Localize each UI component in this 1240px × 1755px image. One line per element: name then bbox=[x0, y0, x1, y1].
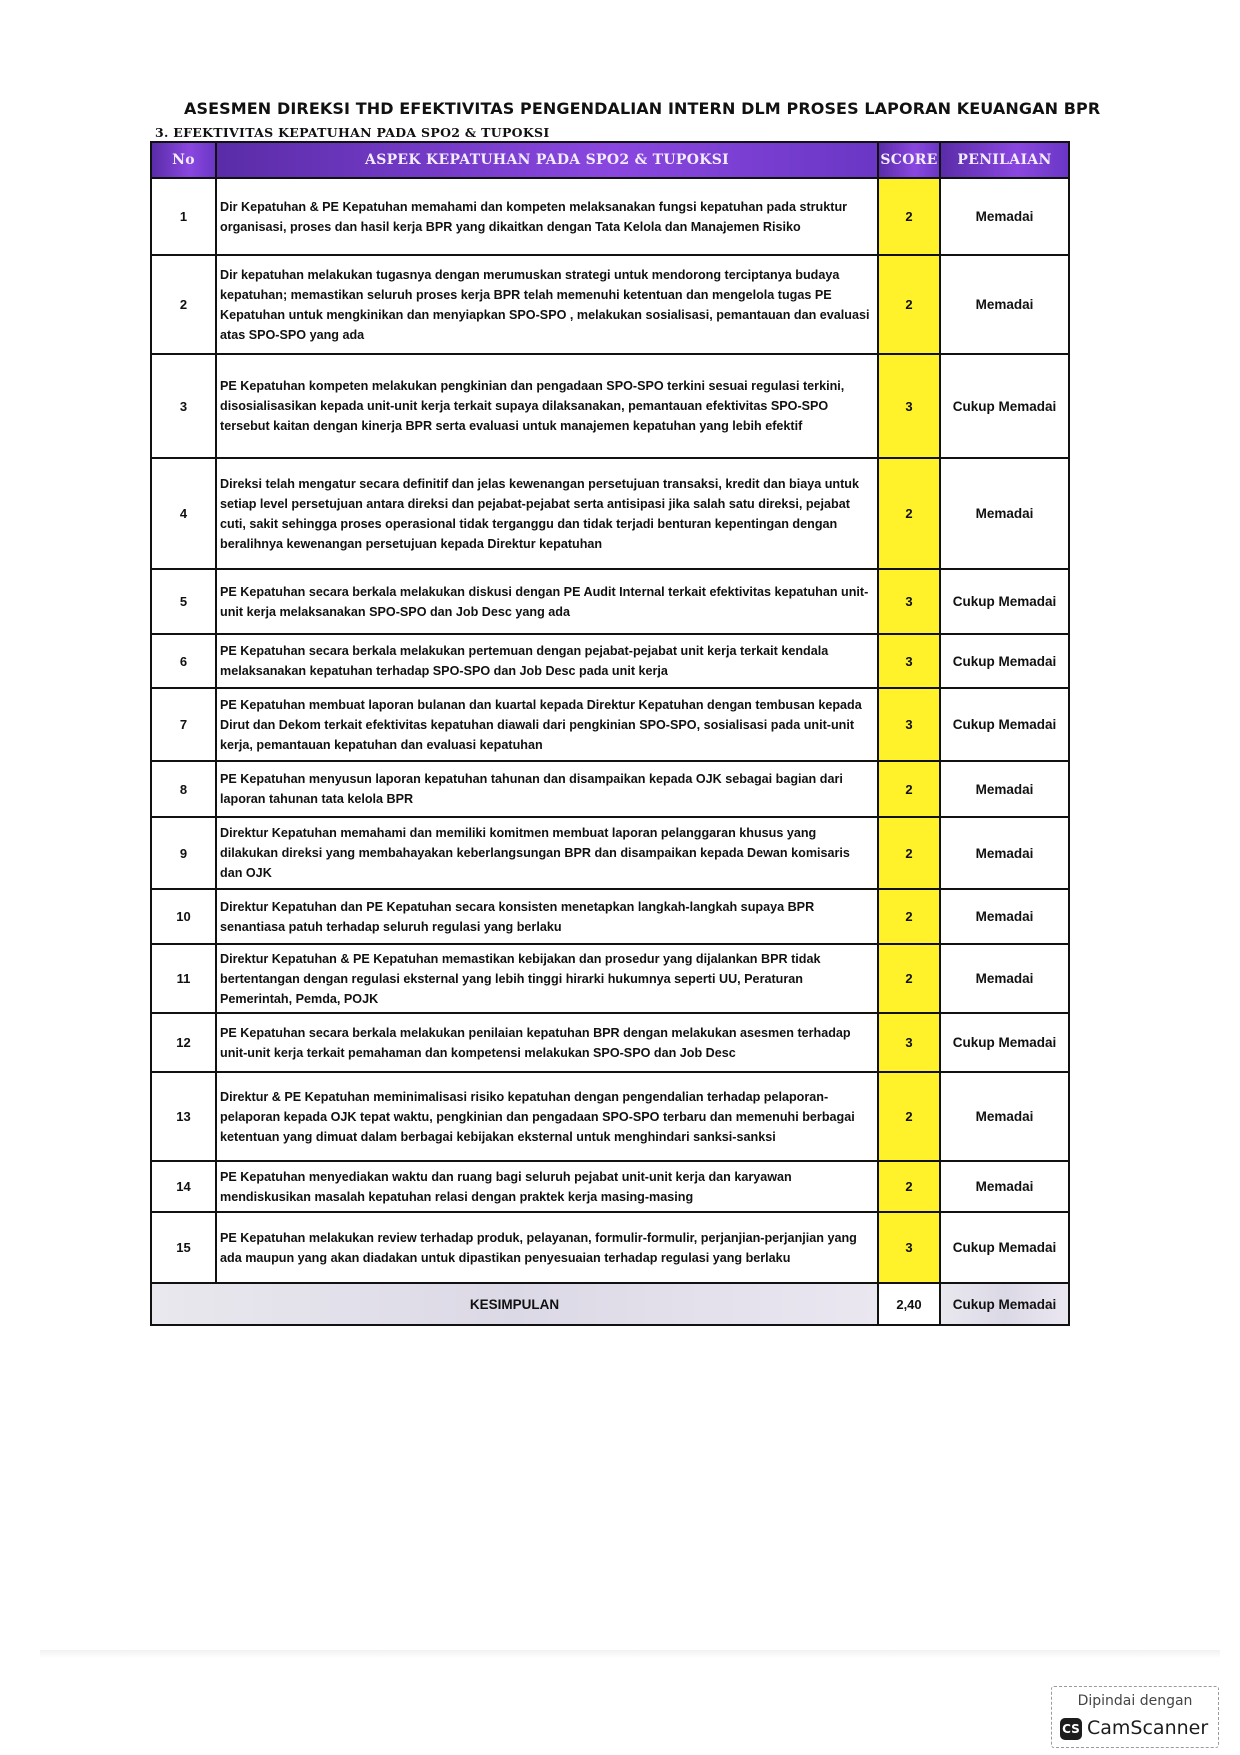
row-number: 14 bbox=[151, 1161, 216, 1212]
row-penilaian: Memadai bbox=[940, 944, 1069, 1013]
row-number: 3 bbox=[151, 354, 216, 458]
header-aspek: ASPEK KEPATUHAN PADA SPO2 & TUPOKSI bbox=[216, 142, 878, 178]
table-row bbox=[151, 354, 1069, 458]
row-aspek: PE Kepatuhan melakukan review terhadap produk, pelayanan, formulir-formulir, perjanjian-perjanjian yang ada maupun yang akan diadakan untuk dipastikan penyesuaian terhadap regulasi yang berlaku bbox=[216, 1212, 878, 1283]
row-score: 3 bbox=[878, 1212, 940, 1283]
row-aspek: Direktur Kepatuhan dan PE Kepatuhan secara konsisten menetapkan langkah-langkah supaya BPR senantiasa patuh terhadap seluruh regulasi yang berlaku bbox=[216, 889, 878, 944]
table-row bbox=[151, 1013, 1069, 1072]
row-penilaian: Memadai bbox=[940, 889, 1069, 944]
row-score: 2 bbox=[878, 255, 940, 354]
row-aspek: PE Kepatuhan secara berkala melakukan pertemuan dengan pejabat-pejabat unit kerja terkait kendala melaksanakan kepatuhan terhadap SPO-SPO dan Job Desc pada unit kerja bbox=[216, 634, 878, 688]
table-row bbox=[151, 458, 1069, 569]
row-score: 2 bbox=[878, 458, 940, 569]
row-aspek: Direktur Kepatuhan & PE Kepatuhan memastikan kebijakan dan prosedur yang dijalankan BPR tidak bertentangan dengan regulasi eksternal yang lebih tinggi hirarki hukumnya seperti UU, Peraturan Pemerintah, Pemda, POJK bbox=[216, 944, 878, 1013]
scanner-caption: Dipindai dengan bbox=[1077, 1693, 1193, 1709]
table-header-row bbox=[151, 142, 1069, 178]
table-row bbox=[151, 634, 1069, 688]
table-row bbox=[151, 178, 1069, 255]
row-number: 13 bbox=[151, 1072, 216, 1161]
row-number: 8 bbox=[151, 761, 216, 817]
table-row bbox=[151, 1072, 1069, 1161]
row-penilaian: Memadai bbox=[940, 458, 1069, 569]
row-score: 2 bbox=[878, 817, 940, 889]
row-number: 15 bbox=[151, 1212, 216, 1283]
row-penilaian: Cukup Memadai bbox=[940, 569, 1069, 634]
assessment-table bbox=[150, 141, 1070, 1326]
row-score: 2 bbox=[878, 178, 940, 255]
row-penilaian: Cukup Memadai bbox=[940, 1212, 1069, 1283]
row-aspek: Dir kepatuhan melakukan tugasnya dengan merumuskan strategi untuk mendorong terciptanya budaya kepatuhan; memastikan seluruh proses kerja BPR telah memenuhi ketentuan dan mengelola tugas PE Kepatuhan untuk mengkinikan dan menyiapkan SPO-SPO , melakukan sosialisasi, pemantauan dan evaluasi atas SPO-SPO yang ada bbox=[216, 255, 878, 354]
summary-score: 2,40 bbox=[878, 1283, 940, 1325]
summary-penilaian: Cukup Memadai bbox=[940, 1283, 1069, 1325]
table-row bbox=[151, 1212, 1069, 1283]
row-score: 2 bbox=[878, 944, 940, 1013]
row-penilaian: Memadai bbox=[940, 761, 1069, 817]
row-penilaian: Memadai bbox=[940, 817, 1069, 889]
row-aspek: Direktur Kepatuhan memahami dan memiliki komitmen membuat laporan pelanggaran khusus yang dilakukan direksi yang membahayakan keberlangsungan BPR dan disampaikan kepada Dewan komisaris dan OJK bbox=[216, 817, 878, 889]
section-title: 3. EFEKTIVITAS KEPATUHAN PADA SPO2 & TUPOKSI bbox=[155, 125, 550, 140]
camscanner-badge bbox=[1051, 1686, 1219, 1748]
row-aspek: Direktur & PE Kepatuhan meminimalisasi risiko kepatuhan dengan pengendalian terhadap pelaporan-pelaporan kepada OJK tepat waktu, pengkinian dan pengadaan SPO-SPO terbaru dan memenuhi berbagai ketentuan yang dimuat dalam berbagai kebijakan eksternal untuk menghindari sanksi-sanksi bbox=[216, 1072, 878, 1161]
table-row bbox=[151, 569, 1069, 634]
row-number: 7 bbox=[151, 688, 216, 761]
document-title: ASESMEN DIREKSI THD EFEKTIVITAS PENGENDALIAN INTERN DLM PROSES LAPORAN KEUANGAN BPR bbox=[184, 99, 1101, 118]
row-aspek: PE Kepatuhan membuat laporan bulanan dan kuartal kepada Direktur Kepatuhan dengan tembusan kepada Dirut dan Dekom terkait efektivitas kepatuhan diawali dari pengkinian SPO-SPO, sosialisasi pada unit-unit kerja, pemantauan kepatuhan dan evaluasi kepatuhan bbox=[216, 688, 878, 761]
row-score: 2 bbox=[878, 1161, 940, 1212]
row-number: 6 bbox=[151, 634, 216, 688]
row-penilaian: Cukup Memadai bbox=[940, 634, 1069, 688]
row-penilaian: Cukup Memadai bbox=[940, 354, 1069, 458]
table-row bbox=[151, 889, 1069, 944]
row-penilaian: Cukup Memadai bbox=[940, 1013, 1069, 1072]
row-score: 3 bbox=[878, 354, 940, 458]
row-penilaian: Memadai bbox=[940, 1161, 1069, 1212]
scanner-brand: CamScanner bbox=[1087, 1717, 1209, 1739]
row-score: 3 bbox=[878, 569, 940, 634]
header-no: No bbox=[151, 142, 216, 178]
row-aspek: PE Kepatuhan kompeten melakukan pengkinian dan pengadaan SPO-SPO terkini sesuai regulasi terkini, disosialisasikan kepada unit-unit kerja terkait supaya dilaksanakan, pemantauan efektivitas SPO-SPO tersebut kaitan dengan kinerja BPR serta evaluasi untuk manajemen kepatuhan yang lebih efektif bbox=[216, 354, 878, 458]
table-row bbox=[151, 944, 1069, 1013]
row-score: 2 bbox=[878, 889, 940, 944]
camscanner-logo-icon: CS bbox=[1060, 1718, 1082, 1740]
row-aspek: PE Kepatuhan secara berkala melakukan diskusi dengan PE Audit Internal terkait efektivitas kepatuhan unit-unit kerja melaksanakan SPO-SPO dan Job Desc yang ada bbox=[216, 569, 878, 634]
row-aspek: PE Kepatuhan secara berkala melakukan penilaian kepatuhan BPR dengan melakukan asesmen terhadap unit-unit kerja terkait pemahaman dan kompetensi melakukan SPO-SPO dan Job Desc bbox=[216, 1013, 878, 1072]
row-number: 4 bbox=[151, 458, 216, 569]
row-aspek: PE Kepatuhan menyediakan waktu dan ruang bagi seluruh pejabat unit-unit kerja dan karyawan mendiskusikan masalah kepatuhan relasi dengan praktek kerja masing-masing bbox=[216, 1161, 878, 1212]
row-aspek: PE Kepatuhan menyusun laporan kepatuhan tahunan dan disampaikan kepada OJK sebagai bagian dari laporan tahunan tata kelola BPR bbox=[216, 761, 878, 817]
row-number: 1 bbox=[151, 178, 216, 255]
row-penilaian: Memadai bbox=[940, 1072, 1069, 1161]
row-number: 12 bbox=[151, 1013, 216, 1072]
row-aspek: Dir Kepatuhan & PE Kepatuhan memahami dan kompeten melaksanakan fungsi kepatuhan pada struktur organisasi, proses dan hasil kerja BPR yang dikaitkan dengan Tata Kelola dan Manajemen Risiko bbox=[216, 178, 878, 255]
page-edge bbox=[40, 1650, 1220, 1658]
row-number: 2 bbox=[151, 255, 216, 354]
row-aspek: Direksi telah mengatur secara definitif dan jelas kewenangan persetujuan transaksi, kredit dan biaya untuk setiap level persetujuan antara direksi dan pejabat-pejabat serta antisipasi jika salah satu direksi, pejabat cuti, sakit sehingga proses operasional tidak terganggu dan tidak terjadi benturan kepentingan dengan beralihnya kewenangan persetujuan kepada Direktur kepatuhan bbox=[216, 458, 878, 569]
row-number: 10 bbox=[151, 889, 216, 944]
table-row bbox=[151, 817, 1069, 889]
row-score: 2 bbox=[878, 761, 940, 817]
row-number: 11 bbox=[151, 944, 216, 1013]
table-row bbox=[151, 688, 1069, 761]
table-row bbox=[151, 255, 1069, 354]
row-score: 3 bbox=[878, 1013, 940, 1072]
header-score: SCORE bbox=[878, 142, 940, 178]
table-row bbox=[151, 1161, 1069, 1212]
table-row bbox=[151, 761, 1069, 817]
row-score: 3 bbox=[878, 634, 940, 688]
row-penilaian: Memadai bbox=[940, 178, 1069, 255]
row-penilaian: Cukup Memadai bbox=[940, 688, 1069, 761]
row-number: 9 bbox=[151, 817, 216, 889]
summary-label: KESIMPULAN bbox=[151, 1283, 878, 1325]
summary-row bbox=[151, 1283, 1069, 1325]
row-number: 5 bbox=[151, 569, 216, 634]
row-penilaian: Memadai bbox=[940, 255, 1069, 354]
row-score: 3 bbox=[878, 688, 940, 761]
header-penilaian: PENILAIAN bbox=[940, 142, 1069, 178]
row-score: 2 bbox=[878, 1072, 940, 1161]
